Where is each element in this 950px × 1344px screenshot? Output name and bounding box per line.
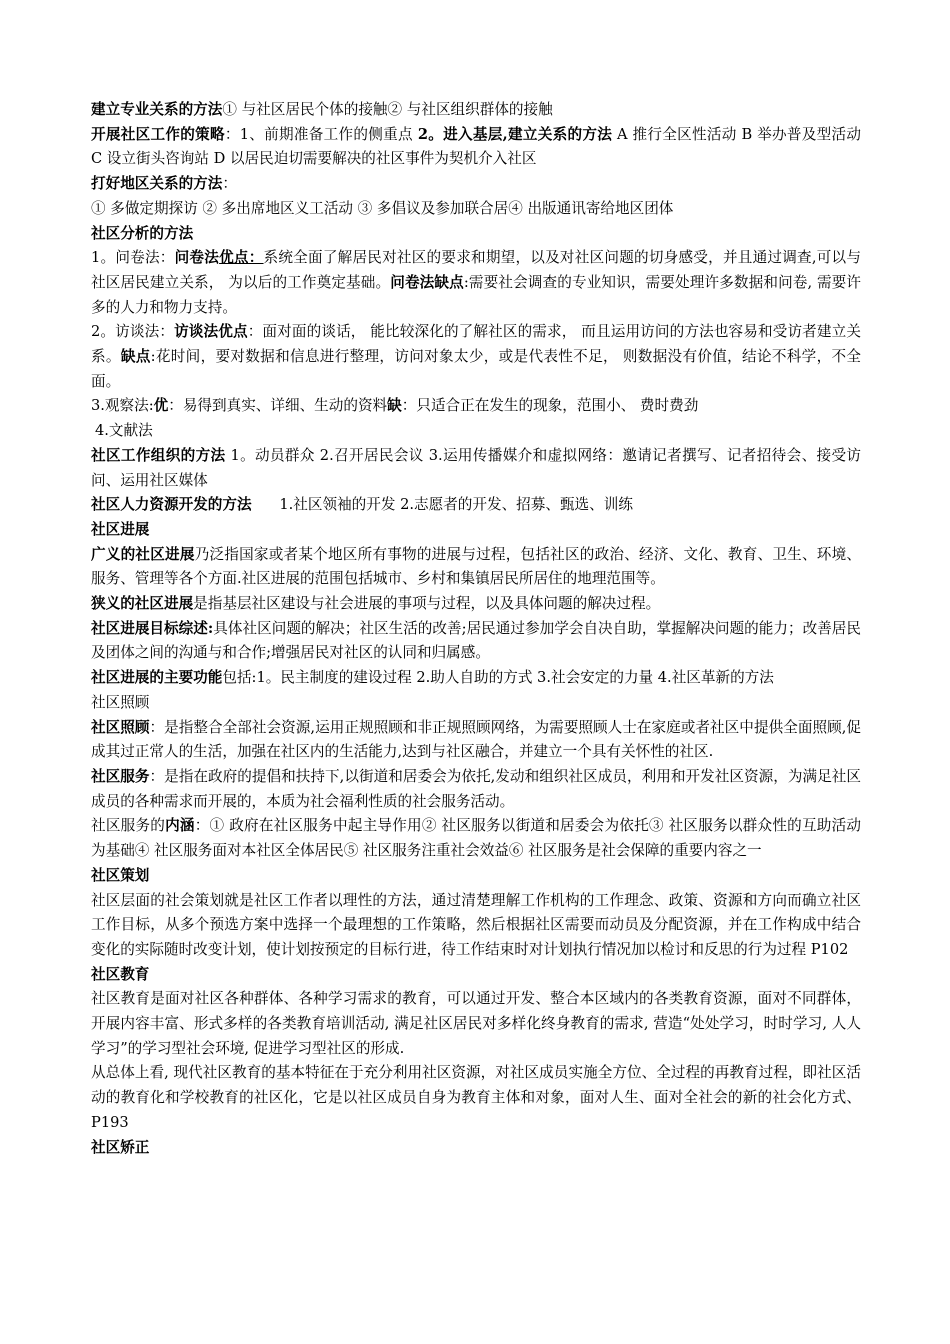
paragraph-local-relations-list: ① 多做定期探访 ② 多出席地区义工活动 ③ 多倡议及参加联合居④ 出版通讯寄给地区团体: [91, 199, 674, 217]
paragraph-care-title: 社区照顾: [91, 693, 150, 711]
paragraph-education-features: 从总体上看, 现代社区教育的基本特征在于充分利用社区资源，对社区成员实施全方位、全过程的再教育过程，即社区活动的教育化和学校教育的社区化，它是以社区成员自身为教育主体和对象，面对人生、面对全社会的新的社会化方式、P193: [91, 1064, 861, 1131]
paragraph-education: 社区教育是面对社区各种群体、各种学习需求的教育，可以通过开发、整合本区域内的各类教育资源，面对不同群体，开展内容丰富、形式多样的各类教育培训活动, 满足社区居民对多样化终身教育的需求, 营造“处处学习，时时学习, 人人学习”的学习型社会环境, 促进学习型社区的形成.: [91, 990, 861, 1057]
section-heading-development: 社区进展: [91, 520, 150, 538]
heading: 开展社区工作的策略: [91, 125, 225, 143]
paragraph-local-relations: 打好地区关系的方法：: [91, 175, 237, 193]
paragraph-community-care: 社区照顾：是指整合全部社会资源,运用正规照顾和非正规照顾网络，为需要照顾人士在家庭或者社区中提供全面照顾,促成其过正常人的生活，加强在社区内的生活能力,达到与社区融合，并建立一个具有关怀性的社区.: [91, 718, 861, 761]
paragraph-community-service: 社区服务：是指在政府的提倡和扶持下,以街道和居委会为依托,发动和组织社区成员，利用和开发社区资源，为满足社区成员的各种需求而开展的，本质为社会福利性质的社会服务活动。: [91, 767, 861, 810]
paragraph-work-strategy: 开展社区工作的策略：1、前期准备工作的侧重点 2。进入基层,建立关系的方法 A 推行全区性活动 B 举办普及型活动 C 设立街头咨询站 D 以居民迫切需要解决的社区事件为契机介入社区: [91, 125, 861, 168]
document-page: [91, 98, 861, 1160]
paragraph-interview: 2。访谈法：访谈法优点：面对面的谈话， 能比较深化的了解社区的需求， 而且运用访问的方法也容易和受访者建立关系。缺点:花时间，要对数据和信息进行整理，访问对象太少，或是代表性不足， 则数据没有价值，结论不科学，不全面。: [91, 323, 861, 390]
section-heading-education: 社区教育: [91, 965, 150, 983]
paragraph-human-resources: 社区人力资源开发的方法 1.社区领袖的开发 2.志愿者的开发、招募、甄选、训练: [91, 496, 633, 514]
paragraph-development-functions: 社区进展的主要功能包括:1。民主制度的建设过程 2.助人自助的方式 3.社会安定的力量 4.社区革新的方法: [91, 669, 774, 687]
heading: 社区人力资源开发的方法: [91, 496, 252, 514]
heading: 建立专业关系的方法: [91, 101, 223, 118]
paragraph-broad-development: 广义的社区进展乃泛指国家或者某个地区所有事物的进展与过程，包括社区的政治、经济、文化、教育、卫生、环境、服务、管理等各个方面.社区进展的范围包括城市、乡村和集镇居民所居住的地理范围等。: [91, 545, 861, 588]
paragraph-planning: 社区层面的社会策划就是社区工作者以理性的方法，通过清楚理解工作机构的工作理念、政策、资源和方向而确立社区工作目标，从多个预选方案中选择一个最理想的工作策略，然后根据社区需要而动员及分配资源，并在工作构成中结合变化的实际随时改变计划，使计划按预定的目标行进，待工作结束时对计划执行情况加以检讨和反思的行为过程 P102: [91, 891, 861, 958]
paragraph-development-goals: 社区进展目标综述:具体社区问题的解决；社区生活的改善;居民通过参加学会自决自助，掌握解决问题的能力；改善居民及团体之间的沟通与和合作;增强居民对社区的认同和归属感。: [91, 619, 862, 662]
paragraph-service-connotation: 社区服务的内涵：① 政府在社区服务中起主导作用② 社区服务以街道和居委会为依托③ 社区服务以群众性的互助活动为基础④ 社区服务面对本社区全体居民⑤ 社区服务注重社会效益⑥ 社区服务是社会保障的重要内容之一: [91, 817, 861, 860]
heading: 打好地区关系的方法: [91, 175, 223, 193]
paragraph-organization-methods: 社区工作组织的方法 1。动员群众 2.召开居民会议 3.运用传播媒介和虚拟网络：邀请记者撰写、记者招待会、接受访问、运用社区媒体: [91, 446, 861, 489]
heading: 社区工作组织的方法: [91, 446, 226, 464]
section-heading-correction: 社区矫正: [91, 1138, 150, 1156]
section-heading-planning: 社区策划: [91, 866, 150, 884]
paragraph-questionnaire: 1。问卷法：问卷法优点：系统全面了解居民对社区的要求和期望，以及对社区问题的切身感受，并且通过调查,可以与社区居民建立关系， 为以后的工作奠定基础。问卷法缺点:需要社会调查的专业知识，需要处理许多数据和问卷, 需要许多的人力和物力支持。: [91, 249, 861, 316]
paragraph-observation: 3.观察法:优：易得到真实、详细、生动的资料缺：只适合正在发生的现象，范围小、 费时费劲: [91, 397, 699, 415]
paragraph-literature: 4.文献法: [95, 422, 153, 440]
paragraph-professional-relationship: 建立专业关系的方法① 与社区居民个体的接触② 与社区组织群体的接触: [91, 101, 553, 118]
section-heading-analysis: 社区分析的方法: [91, 224, 194, 242]
paragraph-narrow-development: 狭义的社区进展是指基层社区建设与社会进展的事项与过程，以及具体问题的解决过程。: [91, 595, 661, 613]
